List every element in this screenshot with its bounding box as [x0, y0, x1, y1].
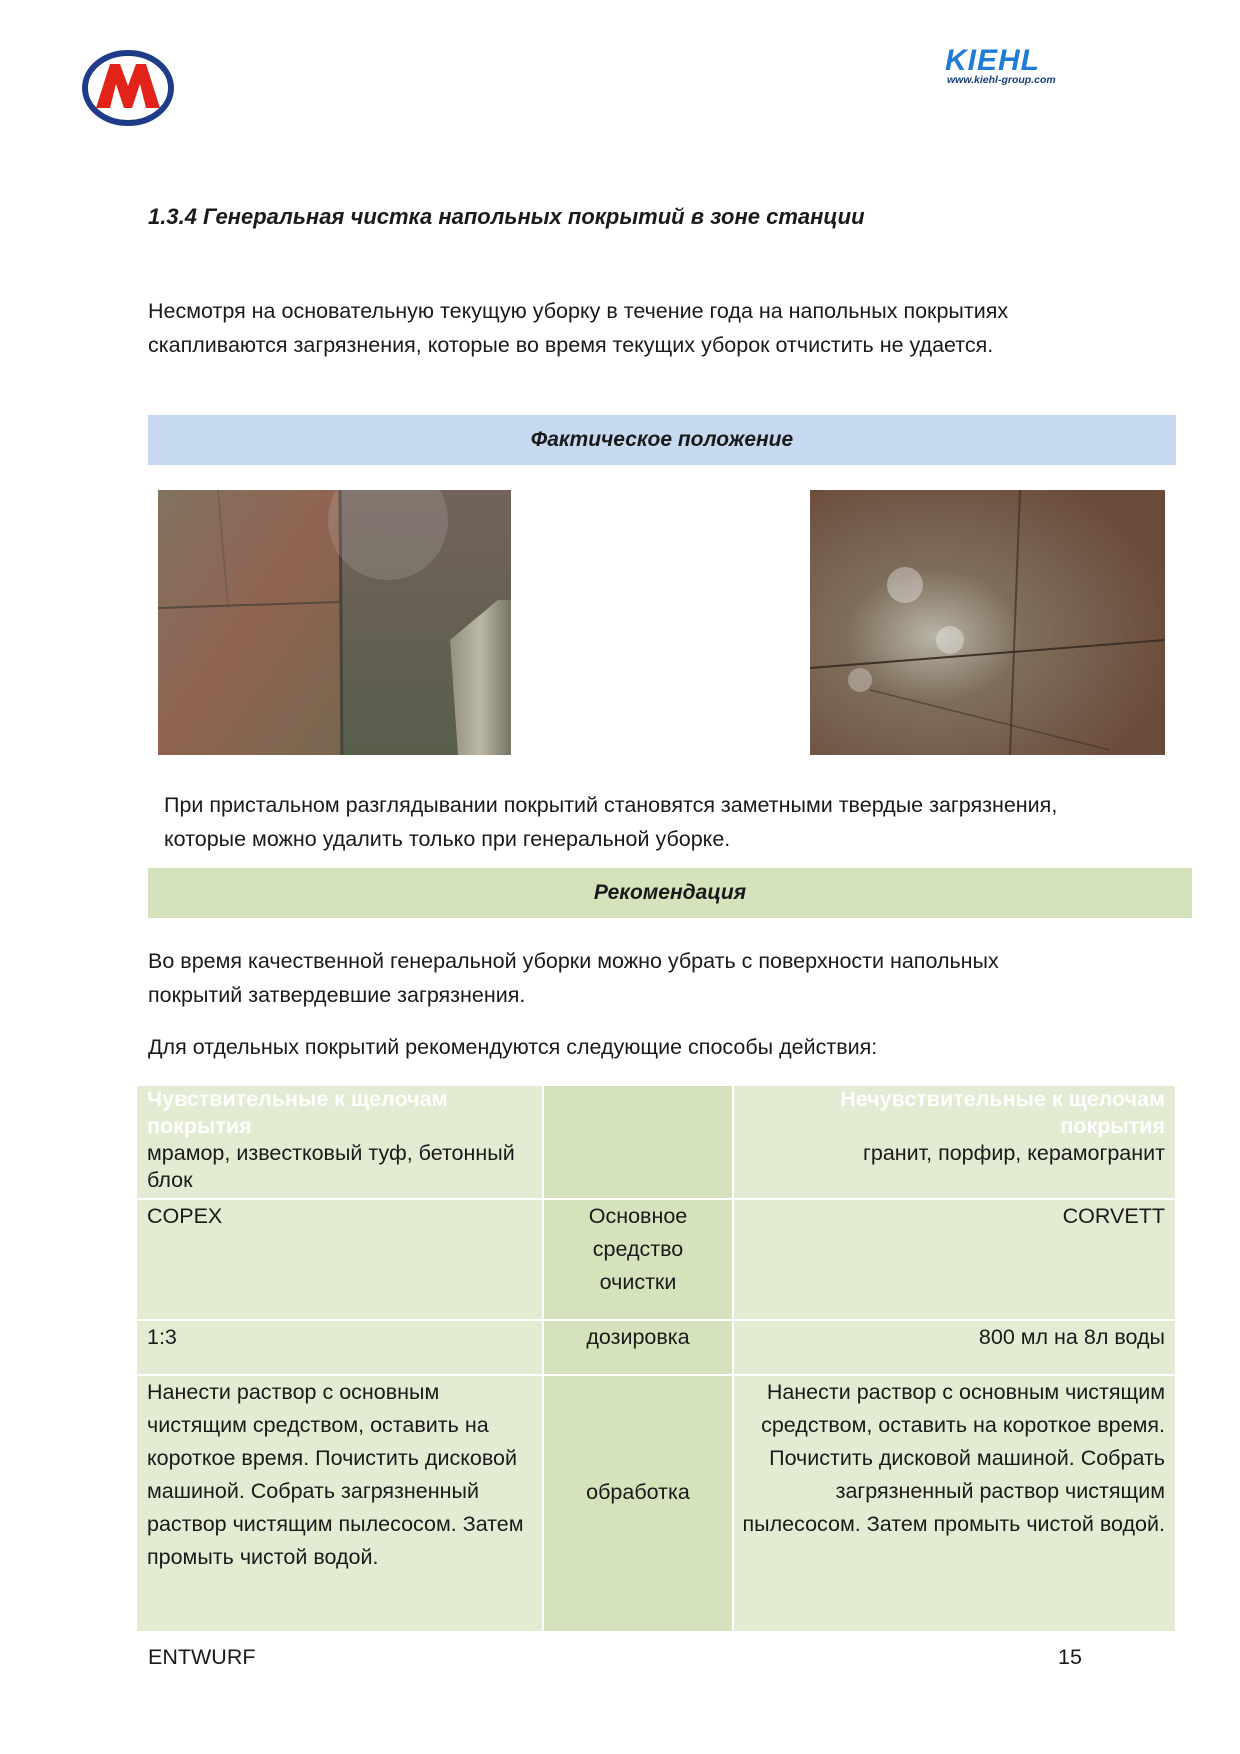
recommendation-band [148, 868, 1192, 918]
table-row-3-right: Нанести раствор с основным чистящим средством, оставить на короткое время. Почистить дисковой машиной. Собрать загрязненный раствор чистящим пылесосом. Затем промыть чистой водой. [734, 1376, 1175, 1631]
table-row-2-left: 1:3 [137, 1321, 542, 1374]
table-header-mid [544, 1086, 732, 1198]
methods-intro: Для отдельных покрытий рекомендуются следующие способы действия: [148, 1035, 878, 1059]
table-header-left [137, 1086, 542, 1198]
table-row-1-right: CORVETT [734, 1200, 1175, 1319]
table-row-2-right: 800 мл на 8л воды [734, 1321, 1175, 1374]
kiehl-logo [945, 44, 1075, 90]
methods-table [137, 1086, 1175, 1631]
kiehl-logo-text: KIEHL [945, 44, 1040, 77]
footer-draft-label: ENTWURF [148, 1645, 256, 1669]
table-row-1-left: COPEX [137, 1200, 542, 1319]
table-row-3-mid: обработка [544, 1376, 732, 1631]
recommendation-paragraph: Во время качественной генеральной уборки можно убрать с поверхности напольных покрытий затвердевшие загрязнения. [148, 949, 999, 1007]
situation-band [148, 415, 1176, 465]
table-header-left-title: Чувствительные к щелочам покрытия [147, 1087, 448, 1138]
intro-paragraph: Несмотря на основательную текущую уборку в течение года на напольных покрытиях скапливаются загрязнения, которые во время текущих уборок отчистить не удается. [148, 299, 1009, 357]
table-row-3-left: Нанести раствор с основным чистящим средством, оставить на короткое время. Почистить дисковой машиной. Собрать загрязненный раствор чистящим пылесосом. Затем промыть чистой водой. [137, 1376, 542, 1631]
metro-logo-graphic [82, 50, 174, 126]
floor-photo-left [158, 490, 511, 755]
kiehl-url: www.kiehl-group.com [947, 74, 1056, 86]
observation-paragraph: При пристальном разглядывании покрытий становятся заметными твердые загрязнения, которые можно удалить только при генеральной уборке. [164, 793, 1058, 851]
table-row-1-mid: Основное средство очистки [544, 1200, 732, 1319]
section-heading: 1.3.4 Генеральная чистка напольных покрытий в зоне станции [148, 204, 865, 229]
table-header-right-title: Нечувствительные к щелочам покрытия [840, 1087, 1165, 1138]
recommendation-band-label: Рекомендация [593, 881, 747, 904]
situation-band-label: Фактическое положение [530, 428, 794, 451]
table-header-right [734, 1086, 1175, 1198]
floor-photo-right [810, 490, 1165, 755]
table-row-2-mid: дозировка [544, 1321, 732, 1374]
table-header-right-sub: гранит, порфир, керамогранит [863, 1141, 1165, 1165]
metro-logo [82, 50, 174, 126]
table-header-left-sub: мрамор, известковый туф, бетонный блок [147, 1141, 515, 1192]
page-number: 15 [1058, 1645, 1082, 1669]
